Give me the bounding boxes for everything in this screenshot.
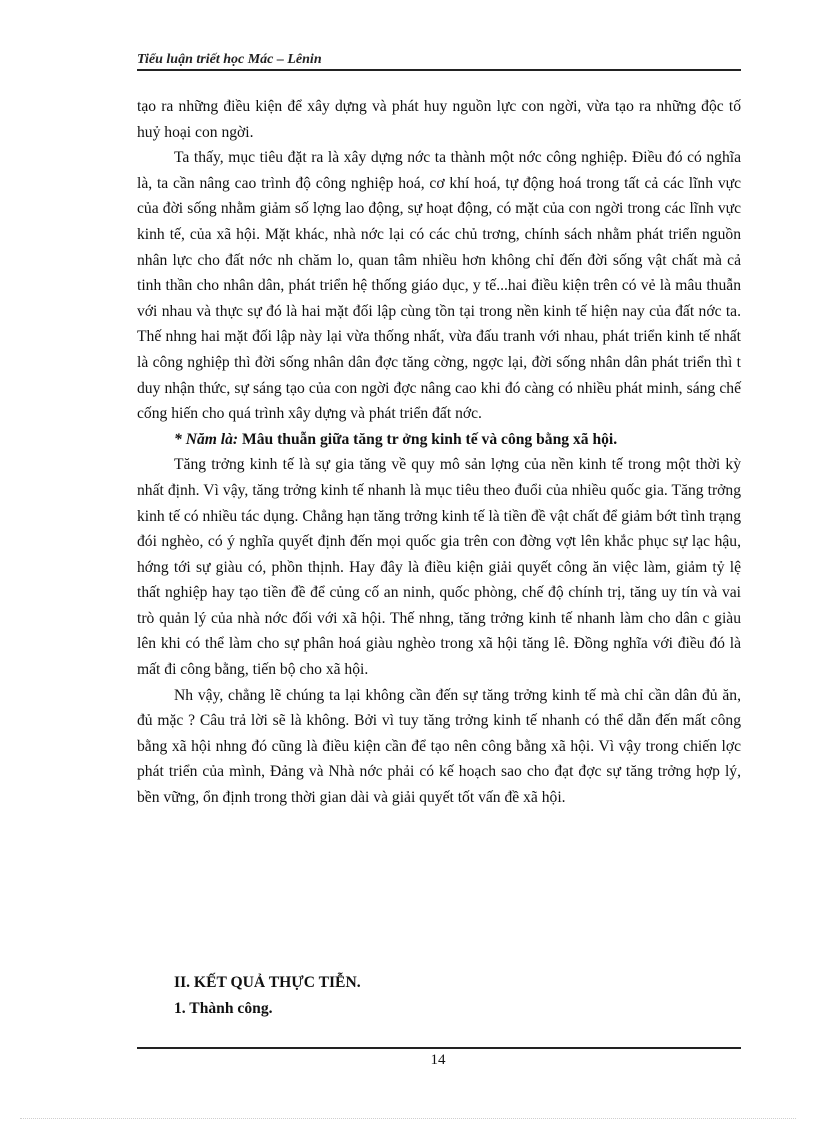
footer-rule (137, 1047, 741, 1049)
page-edge-dots (20, 1118, 796, 1119)
paragraph: Nh vậy, chẳng lẽ chúng ta lại không cần đến sự tăng trởng kinh tế mà chỉ cần dân đủ ăn, đủ mặc ? Câu trả lời sẽ là không. Bởi vì tuy tăng trởng kinh tế nhanh có thể dẫn đến mất công bằng xã hội nhng đó cũng là điều kiện cần để tạo nên công bằng xã hội. Vì vậy trong chiến lợc phát triển của mình, Đảng và Nhà nớc phải có kế hoạch sao cho đạt đợc sự tăng trởng hợp lý, bền vững, ổn định trong thời gian dài và giải quyết tốt vấn đề xã hội. (137, 686, 741, 807)
header-rule (137, 69, 741, 71)
paragraph: Tăng trởng kinh tế là sự gia tăng về quy mô sản lợng của nền kinh tế trong một thời kỳ nhất định. Vì vậy, tăng trởng kinh tế nhanh là mục tiêu theo đuổi của nhiều quốc gia. Tăng trởng kinh tế có nhiều tác dụng. Chẳng hạn tăng trởng kinh tế là tiền đề vật chất để giảm bớt tình trạng đói nghèo, có ý nghĩa quyết định đến mọi quốc gia trên con đờng vợt lên khắc phục sự lạc hậu, hớng tới sự giàu có, phồn thịnh. Hay đây là điều kiện giải quyết công ăn việc làm, giảm tỷ lệ thất nghiệp hay tạo tiền đề để củng cố an ninh, quốc phòng, chế độ chính trị, tăng uy tín và vai trò quản lý của nhà nớc đối với xã hội. Thế nhng, tăng trởng kinh tế nhanh làm cho dân c giàu lên khi có thể làm cho sự phân hoá giàu nghèo trong xã hội tăng lê. Đồng nghĩa với điều đó là mất đi công bằng, tiến bộ cho xã hội. (137, 456, 741, 679)
heading-text: Mâu thuẫn giữa tăng tr ởng kinh tế và công bằng xã hội. (238, 430, 618, 448)
document-body (137, 94, 741, 811)
paragraph: tạo ra những điều kiện để xây dựng và phát huy nguồn lực con ngời, vừa tạo ra những độc tố huỷ hoại con ngời. (137, 98, 741, 141)
section-block (174, 970, 734, 1022)
section-heading (137, 427, 741, 453)
paragraph: Ta thấy, mục tiêu đặt ra là xây dựng nớc ta thành một nớc công nghiệp. Điều đó có nghĩa là, ta cần nâng cao trình độ công nghiệp hoá, cơ khí hoá, tự động hoá trong tất cả các lĩnh vực của đời sống nhằm giảm số lợng lao động, sự hoạt động, có mặt của con ngời trong các lĩnh vực kinh tế, của xã hội. Mặt khác, nhà nớc lại có các chủ trơng, chính sách nhằm phát triển nguồn nhân lực cho đất nớc nh chăm lo, quan tâm nhiều hơn không chỉ đến đời sống vật chất mà cả tinh thần cho nhân dân, phát triển hệ thống giáo dục, y tế...hai điều kiện trên có vẻ là mâu thuẫn với nhau và thực sự đó là hai mặt đối lập cùng tồn tại trong nền kinh tế hiện nay của đất nớc ta. Thế nhng hai mặt đối lập này lại vừa thống nhất, vừa đấu tranh với nhau, phát triển kinh tế nhất là công nghiệp thì đời sống nhân dân đợc tăng cờng, ngợc lại, đời sống nhân dân phát triển thì t duy nhận thức, sự sáng tạo của con ngời đợc nâng cao khi đó càng có nhiều phát minh, sáng chế cống hiến cho quá trình xây dựng và phát triển đất nớc. (137, 149, 741, 423)
subsection-title: 1. Thành công. (174, 1000, 273, 1017)
running-header: Tiểu luận triết học Mác – Lênin (137, 52, 322, 67)
section-title: II. KẾT QUẢ THỰC TIỄN. (174, 974, 361, 991)
page-number: 14 (430, 1052, 446, 1068)
heading-lead: * Năm là: (174, 430, 239, 448)
